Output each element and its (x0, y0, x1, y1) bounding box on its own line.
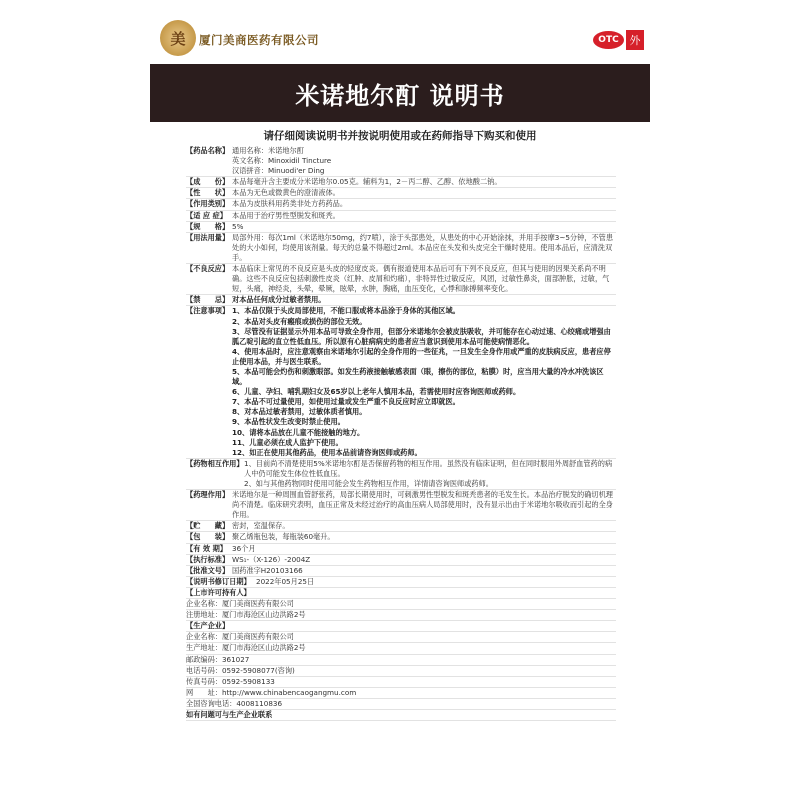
note-item: 4、使用本品时，应注意观察由米诺地尔引起的全身作用的一些征兆，一旦发生全身作用或严重的皮肤病反应，患者应停止使用本品，并与医生联系。 (232, 346, 611, 366)
row-notes: 【注意事项】 1、本品仅限于头皮局部使用，不能口服或将本品涂于身体的其他区域。 2、本品对头皮有瘢痕或损伤的部位无效。 3、尽管没有证据显示外用本品可导致全身作用，但部分米诺地尔会被皮肤吸收，并可能存在心动过速、心绞痛或增强由胍乙啶引起的直立性低血压。所以原有心脏病病史的患者应当意识到使用本品可能使病情恶化。 4、使用本品时，应注意观察由米诺地尔引起的全身作用的一些征兆，一旦发生全身作用或严重的皮肤病反应，患者应停止使用本品，并与医生联系。 5、本品可能会灼伤和刺激眼部。如发生药液接触敏感表面（眼，擦伤的部位，粘膜）时，应当用大量的冷水冲洗该区域。 6、儿童、孕妇、哺乳期妇女及65岁以上老年人慎用本品，若需使用时应咨询医师或药师。 7、本品不可过量使用，如使用过量或发生严重不良反应时应立即就医。 8、对本品过敏者禁用，过敏体质者慎用。 9、本品性状发生改变时禁止使用。 10、请将本品放在儿童不能接触的地方。 11、儿童必须在成人监护下使用。 12、如正在使用其他药品，使用本品前请咨询医师或药师。 (186, 306, 616, 458)
company-name: 厦门美商医药有限公司 (199, 33, 319, 47)
common-name: 通用名称：米诺地尔酊 (232, 146, 304, 155)
row-contraindication: 【禁 忌】 对本品任何成分过敏者禁用。 (186, 295, 616, 306)
note-item: 7、本品不可过量使用，如使用过量或发生严重不良反应时应立即就医。 (232, 397, 460, 407)
header (150, 18, 650, 58)
note-item: 12、如正在使用其他药品，使用本品前请咨询医师或药师。 (232, 447, 422, 457)
row-adverse: 【不良反应】 本品临床上常见的不良反应是头皮的轻度皮炎。偶有报道使用本品后可有下列不良反应，但其与使用的因果关系尚不明确。这些不良反应包括刺激性皮炎（红肿、皮屑和灼痛），非特异性过敏反应，风团，过敏性鼻炎，面部肿胀，过敏，气短，头痛，神经炎，头晕，晕厥，眩晕，水肿，胸痛，血压变化，心悸和脉搏频率变化。 (186, 264, 616, 295)
external-use-badge: 外 (626, 30, 644, 50)
page-title: 米诺地尔酊 说明书 (295, 81, 505, 110)
note-item: 2、本品对头皮有瘢痕或损伤的部位无效。 (232, 316, 367, 326)
note-item: 5、本品可能会灼伤和刺激眼部。如发生药液接触敏感表面（眼，擦伤的部位，粘膜）时，应当用大量的冷水冲洗该区域。 (232, 366, 604, 387)
row-category: 【作用类别】 本品为皮肤科用药类非处方药药品。 (186, 199, 616, 210)
note-item: 8、对本品过敏者禁用，过敏体质者慎用。 (232, 407, 367, 417)
company-logo-icon: 美 (160, 20, 196, 56)
manufacturer-hotline: 全国咨询电话：4008110836 (186, 699, 616, 710)
row-indication: 【适 应 症】 本品用于治疗男性型脱发和斑秃。 (186, 211, 616, 222)
pinyin-name: 汉语拼音：Minuodi'er Ding (232, 166, 325, 176)
row-approval: 【批准文号】 国药准字H20103166 (186, 566, 616, 577)
title-banner (150, 64, 650, 122)
row-validity: 【有 效 期】 36个月 (186, 544, 616, 555)
manufacturer-postcode: 邮政编码：361027 (186, 655, 616, 666)
row-standard: 【执行标准】 WS₁-（X-126）-2004Z (186, 555, 616, 566)
manufacturer-heading: 【生产企业】 (186, 621, 616, 632)
holder-name: 企业名称：厦门美商医药有限公司 (186, 599, 616, 610)
manufacturer-address: 生产地址：厦门市海沧区山边洪路2号 (186, 643, 616, 654)
note-item: 11、儿童必须在成人监护下使用。 (232, 437, 343, 447)
row-storage: 【贮 藏】 密封，室温保存。 (186, 521, 616, 532)
note-item: 1、本品仅限于头皮局部使用，不能口服或将本品涂于身体的其他区域。 (232, 306, 460, 316)
note-item: 6、儿童、孕妇、哺乳期妇女及65岁以上老年人慎用本品，若需使用时应咨询医师或药师。 (232, 387, 521, 397)
row-revision: 【说明书修订日期】 2022年05月25日 (186, 577, 616, 588)
interaction-item: 1、目前尚不清楚使用5%米诺地尔酊是否保留药物的相互作用。虽然没有临床证明，但在同时服用外周舒血管药的病人中仍可能发生体位性低血压。 (244, 458, 613, 478)
english-name: 英文名称：Minoxidil Tincture (232, 156, 332, 166)
note-item: 3、尽管没有证据显示外用本品可导致全身作用，但部分米诺地尔会被皮肤吸收，并可能存在心动过速、心绞痛或增强由胍乙啶引起的直立性低血压。所以原有心脏病病史的患者应当意识到使用本品可能使病情恶化。 (232, 326, 611, 346)
instruction-sheet (150, 0, 650, 800)
manufacturer-fax: 传真号码：0592-5908133 (186, 677, 616, 688)
footer-note: 如有问题可与生产企业联系 (186, 710, 616, 721)
row-drug-name (186, 146, 616, 177)
interaction-item: 2、如与其他药物同时使用可能会发生药物相互作用，详情请咨询医师或药师。 (244, 479, 493, 488)
manufacturer-name: 企业名称：厦门美商医药有限公司 (186, 632, 616, 643)
holder-heading: 【上市许可持有人】 (186, 588, 616, 599)
note-item: 10、请将本品放在儿童不能接触的地方。 (232, 427, 365, 437)
label-drug-name: 【药品名称】 (186, 146, 230, 155)
manufacturer-website[interactable]: 网 址：http://www.chinabencaogangmu.com (186, 688, 616, 699)
row-usage: 【用法用量】 局部外用：每次1ml（米诺地尔50mg，约7喷），涂于头部患处，从患处的中心开始涂抹，并用手按摩3~5分钟，不管患处的大小如何，均使用该剂量。每天的总量不得超过2ml。本品应在头发和头皮完全干燥时使用。使用本品后，应清洗双手。 (186, 233, 616, 264)
holder-address: 注册地址：厦门市海沧区山边洪路2号 (186, 610, 616, 621)
row-interaction: 【药物相互作用】 1、目前尚不清楚使用5%米诺地尔酊是否保留药物的相互作用。虽然没有临床证明，但在同时服用外周舒血管药的病人中仍可能发生体位性低血压。 2、如与其他药物同时使用可能会发生药物相互作用，详情请咨询医师或药师。 (186, 459, 616, 490)
subtitle: 请仔细阅读说明书并按说明使用或在药师指导下购买和使用 (263, 130, 537, 142)
manufacturer-phone: 电话号码：0592-5908077(咨询) (186, 666, 616, 677)
row-pharmacology: 【药理作用】 米诺地尔是一种周围血管舒张药，局部长期使用时，可刺激男性型脱发和斑秃患者的毛发生长。本品治疗脱发的确切机理尚不清楚。临床研究表明，血压正常及未经过治疗的高血压病人局部使用时，没有显示出由于米诺地尔吸收而引起的全身作用。 (186, 490, 616, 521)
otc-badge: OTC (593, 31, 624, 49)
row-composition: 【成 份】 本品每毫升含主要成分米诺地尔0.05克。辅料为1，2－丙二醇、乙醇、依地酸二钠。 (186, 177, 616, 188)
row-spec: 【规 格】 5% (186, 222, 616, 233)
row-package: 【包 装】 聚乙烯瓶包装，每瓶装60毫升。 (186, 532, 616, 543)
note-item: 9、本品性状发生改变时禁止使用。 (232, 417, 345, 427)
content (186, 146, 616, 721)
row-character: 【性 状】 本品为无色或微黄色的澄清液体。 (186, 188, 616, 199)
